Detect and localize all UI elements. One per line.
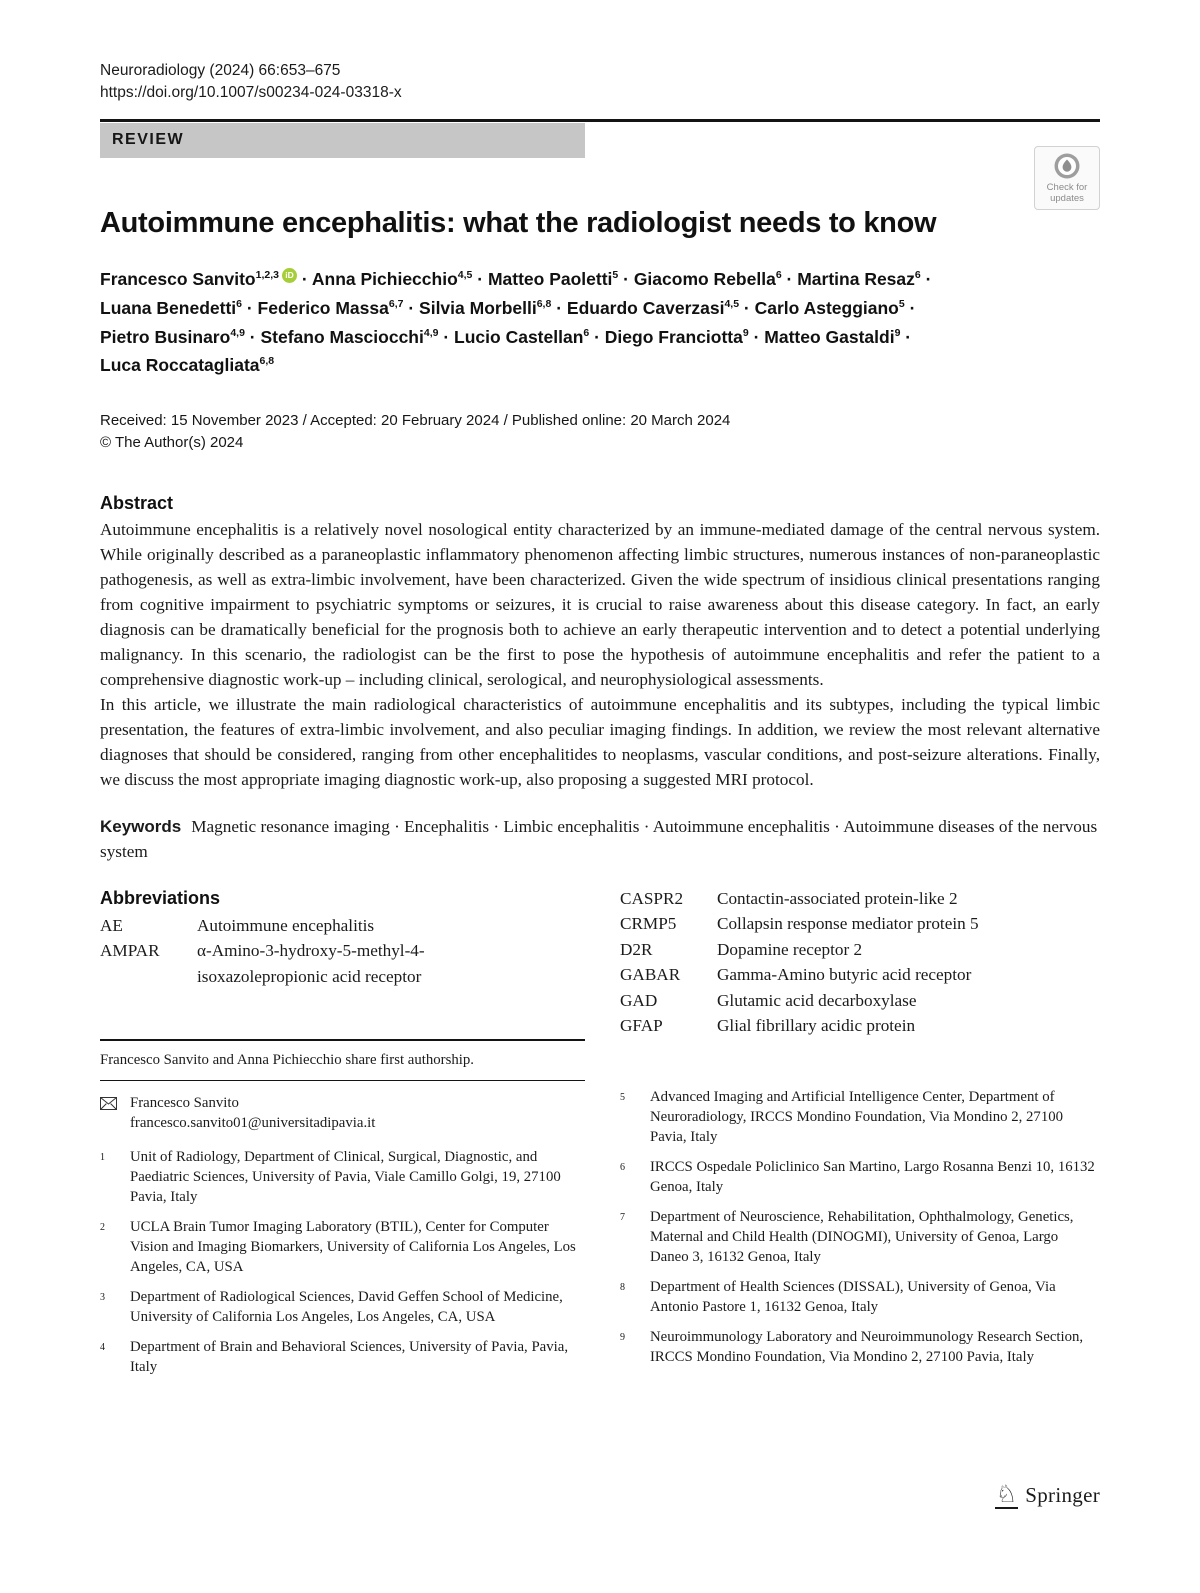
author: Francesco Sanvito$^{1,2,3}$ xyxy=(100,268,279,289)
affiliation-entry xyxy=(100,1287,585,1327)
author-affiliation-superscript: 4,5 xyxy=(724,297,740,310)
abbreviations-section xyxy=(100,886,1100,1039)
doi-link[interactable]: https://doi.org/10.1007/s00234-024-03318-x xyxy=(100,84,402,102)
affiliations-right xyxy=(620,1087,1100,1367)
author-affiliation-superscript: 6 xyxy=(914,269,921,282)
abbreviation-row xyxy=(100,938,585,989)
author: Stefano Masciocchi$^{4,9}$ xyxy=(260,326,439,347)
affiliation-entry xyxy=(620,1327,1100,1367)
abbreviation-key: AE xyxy=(100,915,123,935)
affiliation-entry xyxy=(620,1207,1100,1267)
abbreviation-definition: Gamma-Amino butyric acid receptor xyxy=(717,965,972,984)
abbreviations-heading: Abbreviations xyxy=(100,887,221,908)
author: Silvia Morbelli$^{6,8}$ xyxy=(419,297,552,318)
author: Matteo Paoletti$^5$ xyxy=(487,268,619,289)
keywords-text: Magnetic resonance imaging · Encephalitis · Limbic encephalitis · Autoimmune encephalitis · Autoimmune diseases of the nervous system xyxy=(100,816,1098,861)
affiliation-number: 5 xyxy=(620,1091,625,1103)
envelope-icon[interactable] xyxy=(100,1093,130,1133)
author-separator: · xyxy=(739,297,755,318)
affiliation-text: Advanced Imaging and Artificial Intelligence Center, Department of Neuroradiology, IRCCS Mondino Foundation, Via Mondino 2, 27100 Pavia, Italy xyxy=(650,1088,1064,1145)
affiliation-number: 7 xyxy=(620,1211,625,1223)
abbreviation-row xyxy=(620,1013,1100,1039)
author: Diego Franciotta$^9$ xyxy=(604,326,749,347)
keywords-section xyxy=(100,814,1100,864)
author-separator: · xyxy=(472,268,488,289)
abstract-paragraph: In this article, we illustrate the main radiological characteristics of autoimmune encephalitis and its subtypes, including the typical limbic presentation, the features of extra-limbic involvement, and also peculiar imaging findings. In addition, we review the most relevant alternative diagnoses that should be considered, ranging from other encephalitides to neoplasms, vascular conditions, and post-seizure alterations. Finally, we discuss the most appropriate imaging diagnostic work-up, also proposing a suggested MRI protocol. xyxy=(100,694,1100,789)
author-affiliation-superscript: 4,9 xyxy=(230,326,245,339)
affiliation-text: IRCCS Ospedale Policlinico San Martino, Largo Rosanna Benzi 10, 16132 Genoa, Italy xyxy=(650,1158,1095,1195)
copyright-line: © The Author(s) 2024 xyxy=(100,434,244,452)
author-affiliation-superscript: 4,5 xyxy=(457,269,473,282)
author: Carlo Asteggiano$^5$ xyxy=(754,297,905,318)
author-affiliation-superscript: 6,7 xyxy=(388,297,404,310)
publisher-name: Springer xyxy=(1025,1483,1100,1507)
affiliation-text: Department of Neuroscience, Rehabilitation, Ophthalmology, Genetics, Maternal and Child Health (DINOGMI), University of Genoa, Largo Daneo 3, 16132 Genoa, Italy xyxy=(650,1208,1074,1265)
affiliation-text: Unit of Radiology, Department of Clinical, Surgical, Diagnostic, and Paediatric Sciences, University of Pavia, Viale Camillo Golgi, 19, 27100 Pavia, Italy xyxy=(130,1148,561,1205)
affiliation-number: 4 xyxy=(100,1341,105,1353)
author-separator: · xyxy=(900,326,912,347)
affiliation-entry xyxy=(100,1217,585,1277)
affiliation-number: 6 xyxy=(620,1161,625,1173)
affiliation-number: 3 xyxy=(100,1291,105,1303)
author: Federico Massa$^{6,7}$ xyxy=(257,297,404,318)
author-list xyxy=(100,265,1000,380)
author-separator: · xyxy=(403,297,420,318)
author-separator: · xyxy=(781,268,798,289)
abbreviation-key: CRMP5 xyxy=(620,914,677,933)
first-authorship-note: Francesco Sanvito and Anna Pichiecchio share first authorship. xyxy=(100,1051,474,1068)
abbreviation-row xyxy=(620,937,1100,963)
abbreviation-key: CASPR2 xyxy=(620,888,684,908)
abbreviation-definition: Dopamine receptor 2 xyxy=(717,939,863,959)
check-for-updates-badge[interactable] xyxy=(1034,146,1100,210)
affiliation-entry xyxy=(100,1147,585,1207)
author-separator: · xyxy=(551,297,567,318)
author: Matteo Gastaldi$^9$ xyxy=(764,326,901,347)
abbreviation-key: GAD xyxy=(620,990,658,1010)
abbreviation-key: GFAP xyxy=(620,1016,663,1035)
author-affiliation-superscript: 9 xyxy=(894,326,901,339)
article-type-banner xyxy=(100,123,585,158)
author: Anna Pichiecchio$^{4,5}$ xyxy=(311,268,473,289)
affiliation-text: Neuroimmunology Laboratory and Neuroimmunology Research Section, IRCCS Mondino Foundation, Via Mondino 2, 27100 Pavia, Italy xyxy=(650,1328,1084,1365)
keywords-label: Keywords xyxy=(100,816,182,836)
journal-citation: Neuroradiology (2024) 66:653–675 xyxy=(100,62,341,79)
affiliation-text: Department of Brain and Behavioral Sciences, University of Pavia, Pavia, Italy xyxy=(130,1338,569,1375)
abbreviation-row xyxy=(620,911,1100,937)
check-badge-text-line2: updates xyxy=(1050,193,1084,205)
abstract-body xyxy=(100,517,1100,792)
abbreviations-left-column xyxy=(100,913,585,990)
crossmark-icon xyxy=(1053,152,1081,180)
author-affiliation-superscript: 6 xyxy=(236,297,242,310)
abbreviation-row xyxy=(620,988,1100,1014)
affiliation-text: Department of Health Sciences (DISSAL), University of Genoa, Via Antonio Pastore 1, 16132 Genoa, Italy xyxy=(650,1278,1056,1315)
publisher-logo xyxy=(995,1482,1100,1509)
author-separator: · xyxy=(904,297,916,318)
author-separator: · xyxy=(438,326,455,347)
abbreviation-definition: Glial fibrillary acidic protein xyxy=(717,1016,916,1035)
author-affiliation-superscript: 9 xyxy=(742,326,749,339)
affiliation-number: 1 xyxy=(100,1151,105,1163)
footnote-area xyxy=(100,1039,1100,1387)
abbreviation-row xyxy=(100,913,585,939)
abbreviation-key: AMPAR xyxy=(100,941,160,960)
abbreviation-definition: α-Amino-3-hydroxy-5-methyl-4-isoxazolepropionic acid receptor xyxy=(197,941,425,986)
author-affiliation-superscript: 6,8 xyxy=(536,297,552,310)
author-affiliation-superscript: 1,2,3 xyxy=(255,269,279,282)
affiliation-number: 9 xyxy=(620,1331,625,1343)
author-affiliation-superscript: 6 xyxy=(583,326,590,339)
abbreviation-definition: Collapsin response mediator protein 5 xyxy=(717,914,979,933)
author-affiliation-superscript: 5 xyxy=(898,297,905,310)
author: Luana Benedetti$^6$ xyxy=(100,297,242,318)
footnote-thin-rule xyxy=(100,1080,585,1081)
affiliations-left xyxy=(100,1147,585,1377)
abstract-section xyxy=(100,491,1100,792)
affiliation-text: Department of Radiological Sciences, David Geffen School of Medicine, University of California Los Angeles, Los Angeles, CA, USA xyxy=(130,1288,563,1325)
abbreviation-row xyxy=(620,886,1100,912)
affiliation-number: 2 xyxy=(100,1221,105,1233)
author-separator: · xyxy=(244,326,261,347)
header-rule xyxy=(100,119,1100,205)
author-separator: · xyxy=(296,268,312,289)
abbreviation-definition: Glutamic acid decarboxylase xyxy=(717,990,917,1010)
corresponding-author-email[interactable]: francesco.sanvito01@universitadipavia.it xyxy=(130,1114,376,1131)
affiliation-entry xyxy=(620,1157,1100,1197)
abbreviation-definition: Autoimmune encephalitis xyxy=(197,915,375,935)
author: Giacomo Rebella$^6$ xyxy=(633,268,782,289)
affiliation-number: 8 xyxy=(620,1281,625,1293)
abbreviation-key: GABAR xyxy=(620,965,681,984)
corresponding-author-name: Francesco Sanvito xyxy=(130,1094,239,1111)
received-accepted-line: Received: 15 November 2023 / Accepted: 20 February 2024 / Published online: 20 March 2024 xyxy=(100,412,731,430)
author: Pietro Businaro$^{4,9}$ xyxy=(100,326,245,347)
check-badge-text-line1: Check for xyxy=(1046,181,1088,193)
affiliation-entry xyxy=(620,1277,1100,1317)
affiliation-entry xyxy=(620,1087,1100,1147)
author: Martina Resaz$^6$ xyxy=(797,268,921,289)
author-separator: · xyxy=(618,268,634,289)
author-affiliation-superscript: 6,8 xyxy=(259,355,275,368)
author-separator: · xyxy=(748,326,765,347)
abstract-paragraph: Autoimmune encephalitis is a relatively novel nosological entity characterized by an immune-mediated damage of the central nervous system. While originally described as a paraneoplastic inflammatory phenomenon affecting limbic structures, numerous instances of non-paraneoplastic pathogenesis, as well as extra-limbic involvement, have been characterized. Given the wide spectrum of insidious clinical presentations ranging from cognitive impairment to psychiatric symptoms or seizures, it is crucial to raise awareness about this disease category. In fact, an early diagnosis can be dramatically beneficial for the prognosis both to achieve an early therapeutic intervention and to detect a potential underlying malignancy. In this scenario, the radiologist can be the first to pose the hypothesis of autoimmune encephalitis and refer the patient to a comprehensive diagnostic work-up – including clinical, serological, and neurophysiological assessments. xyxy=(100,519,1100,689)
author-separator: · xyxy=(920,268,932,289)
springer-knight-icon: ♘ xyxy=(995,1480,1018,1508)
abstract-heading: Abstract xyxy=(100,492,174,513)
abbreviation-key: D2R xyxy=(620,939,653,959)
affiliation-entry xyxy=(100,1337,585,1377)
page-title: Autoimmune encephalitis: what the radiologist needs to know xyxy=(100,206,937,239)
author-separator: · xyxy=(589,326,605,347)
author: Luca Roccatagliata$^{6,8}$ xyxy=(100,355,275,376)
correspondence-block xyxy=(100,1093,585,1133)
author-affiliation-superscript: 6 xyxy=(775,269,782,282)
author-affiliation-superscript: 4,9 xyxy=(423,326,439,339)
author: Lucio Castellan$^6$ xyxy=(454,326,590,347)
author: Eduardo Caverzasi$^{4,5}$ xyxy=(566,297,740,318)
abbreviations-right-column xyxy=(620,886,1100,1039)
orcid-icon[interactable]: iD xyxy=(282,268,297,283)
author-affiliation-superscript: 5 xyxy=(612,269,619,282)
abbreviation-definition: Contactin-associated protein-like 2 xyxy=(717,888,958,908)
affiliation-text: UCLA Brain Tumor Imaging Laboratory (BTIL), Center for Computer Vision and Imaging Biomarkers, University of California Los Angeles, Los Angeles, CA, USA xyxy=(130,1218,576,1275)
author-separator: · xyxy=(241,297,258,318)
article-type-label: REVIEW xyxy=(112,131,185,149)
abbreviation-row xyxy=(620,962,1100,988)
